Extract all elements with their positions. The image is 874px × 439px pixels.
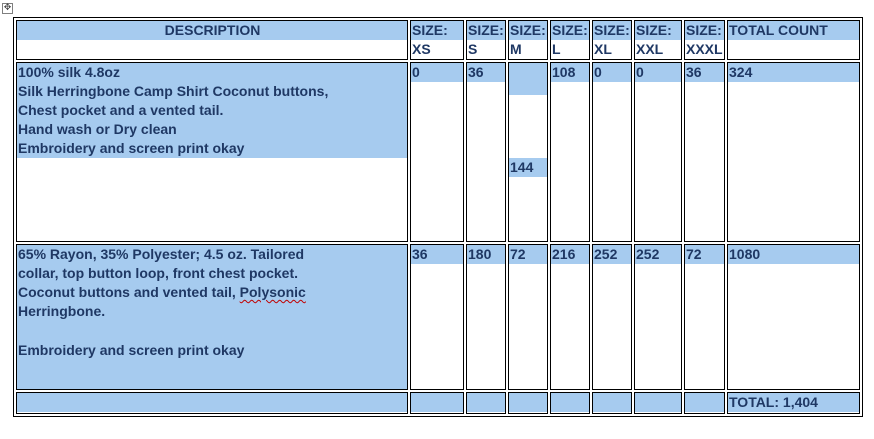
header-size-code: XL xyxy=(594,41,612,57)
header-size-label: SIZE: xyxy=(635,21,681,40)
spellcheck-word: Polysonic xyxy=(239,284,306,300)
count-blank-highlight xyxy=(509,63,547,95)
count-value: 252 xyxy=(593,245,631,264)
header-row xyxy=(16,20,860,60)
footer-cell xyxy=(550,392,590,414)
row-description xyxy=(16,62,408,242)
count-cell-xxl xyxy=(634,244,682,390)
total-value: 1080 xyxy=(728,245,859,264)
header-description xyxy=(16,20,408,60)
footer-blank xyxy=(509,393,547,412)
count-value: 108 xyxy=(551,63,589,82)
header-size-xs xyxy=(410,20,464,60)
header-size-code: XXL xyxy=(636,41,664,57)
footer-blank xyxy=(17,393,407,412)
footer-total-value: TOTAL: 1,404 xyxy=(728,393,859,412)
description-line: 100% silk 4.8oz xyxy=(17,63,407,82)
count-value: 180 xyxy=(467,245,505,264)
order-table xyxy=(13,17,863,417)
footer-blank xyxy=(685,393,724,412)
count-value: 36 xyxy=(411,245,463,264)
header-size-m xyxy=(508,20,548,60)
footer-blank xyxy=(593,393,631,412)
count-value: 0 xyxy=(411,63,463,82)
footer-cell xyxy=(410,392,464,414)
header-size-label: SIZE: xyxy=(685,21,724,40)
header-size-code: M xyxy=(510,41,522,57)
header-size-label: SIZE: xyxy=(468,22,504,38)
description-line xyxy=(17,321,407,341)
count-cell-s xyxy=(466,62,506,242)
description-line: Embroidery and screen print okay xyxy=(17,341,407,360)
table-row xyxy=(16,62,860,242)
count-cell-xl xyxy=(592,244,632,390)
footer-blank xyxy=(411,393,463,412)
table-move-handle-icon[interactable]: ✥ xyxy=(3,3,12,13)
header-size-xl xyxy=(592,20,632,60)
count-cell-xs xyxy=(410,62,464,242)
description-line: Silk Herringbone Camp Shirt Coconut buttons, xyxy=(17,82,407,101)
count-value: 216 xyxy=(551,245,589,264)
footer-cell xyxy=(684,392,725,414)
header-size-code: S xyxy=(468,41,478,57)
count-cell-xl xyxy=(592,62,632,242)
count-value: 36 xyxy=(467,63,505,82)
count-cell-l xyxy=(550,62,590,242)
count-cell-s xyxy=(466,244,506,390)
header-size-code: XS xyxy=(412,41,431,57)
header-size-label: SIZE: xyxy=(552,22,588,38)
count-value: 36 xyxy=(685,63,724,82)
header-size-label: SIZE: xyxy=(411,21,463,40)
count-cell-xxxl xyxy=(684,62,725,242)
count-value: 144 xyxy=(509,158,547,177)
count-cell-xxl xyxy=(634,62,682,242)
header-size-l xyxy=(550,20,590,60)
header-size-label: SIZE: xyxy=(510,22,546,38)
footer-cell xyxy=(634,392,682,414)
footer-total-cell xyxy=(727,392,860,414)
description-text: Coconut buttons and vented tail, xyxy=(18,284,236,300)
footer-cell xyxy=(592,392,632,414)
description-line: Embroidery and screen print okay xyxy=(17,139,407,158)
count-value: 72 xyxy=(509,245,547,264)
description-line xyxy=(17,283,407,302)
count-cell-xs xyxy=(410,244,464,390)
count-value: 252 xyxy=(635,245,681,264)
footer-blank xyxy=(551,393,589,412)
row-description xyxy=(16,244,408,390)
description-line: Hand wash or Dry clean xyxy=(17,120,407,139)
count-spacer xyxy=(509,95,547,158)
count-cell-l xyxy=(550,244,590,390)
header-description-label: DESCRIPTION xyxy=(17,21,407,40)
header-size-label: SIZE: xyxy=(594,22,630,38)
header-total-count xyxy=(727,20,860,60)
header-size-xxl xyxy=(634,20,682,60)
count-value: 72 xyxy=(685,245,724,264)
description-line: Chest pocket and a vented tail. xyxy=(17,101,407,120)
count-value: 0 xyxy=(593,63,631,82)
count-cell-m xyxy=(508,244,548,390)
description-line: 65% Rayon, 35% Polyester; 4.5 oz. Tailored xyxy=(17,245,407,264)
table-row xyxy=(16,244,860,390)
footer-cell xyxy=(466,392,506,414)
header-size-xxxl xyxy=(684,20,725,60)
total-cell xyxy=(727,62,860,242)
footer-row xyxy=(16,392,860,414)
header-size-code: L xyxy=(552,41,561,57)
description-line: Herringbone. xyxy=(17,302,407,321)
count-value: 0 xyxy=(635,63,681,82)
total-value: 324 xyxy=(728,63,859,82)
header-size-code: XXXL xyxy=(686,41,723,57)
description-line: collar, top button loop, front chest pocket. xyxy=(17,264,407,283)
footer-cell xyxy=(16,392,408,414)
footer-blank xyxy=(467,393,505,412)
header-size-s xyxy=(466,20,506,60)
footer-cell xyxy=(508,392,548,414)
footer-blank xyxy=(635,393,681,412)
header-total-label: TOTAL COUNT xyxy=(728,21,859,40)
total-cell xyxy=(727,244,860,390)
count-cell-m xyxy=(508,62,548,242)
count-cell-xxxl xyxy=(684,244,725,390)
